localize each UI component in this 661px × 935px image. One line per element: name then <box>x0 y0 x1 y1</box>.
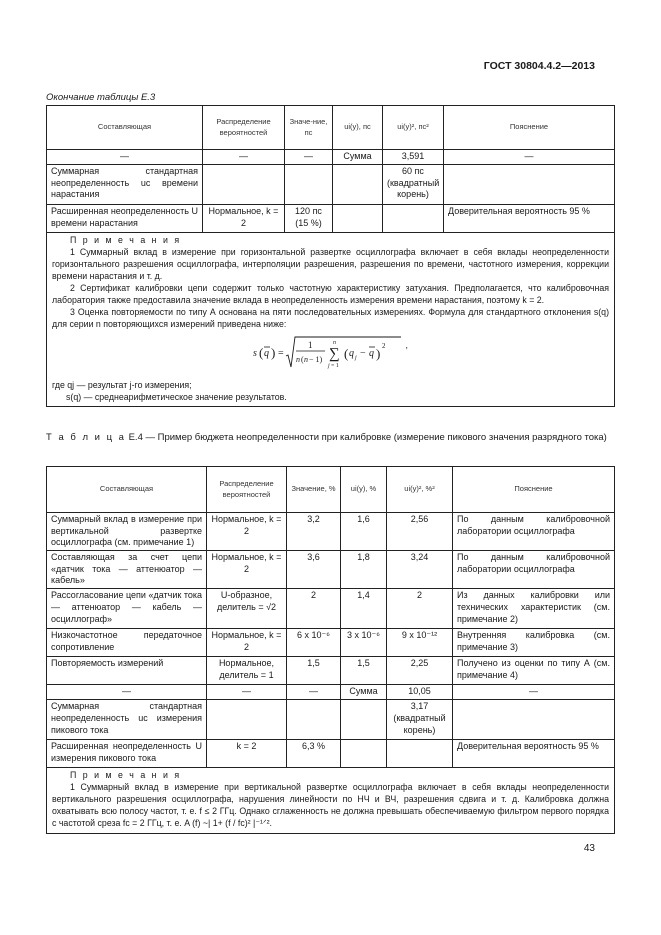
table-row: Суммарный вклад в измерение при вертикальной развертке осциллографа (см. примечание 1) Нормальное, k = 2 3,2 1,6 2,56 По данным калибровочной лаборатории осциллографа <box>47 513 615 551</box>
col-ui: ui(y), % <box>341 467 387 513</box>
svg-text:(: ( <box>344 345 349 361</box>
table-e4 <box>46 466 615 834</box>
note-2: 2 Сертификат калибровки цепи содержит только частотную характеристику затухания. Предполагается, что калибровочная лаборатория также предоставила значение вклада в неопределенность измерения времени нарастания, поэтому k = 2. <box>52 282 609 305</box>
svg-text:n: n <box>296 354 301 364</box>
col-distribution: Распределение вероятностей <box>203 106 285 150</box>
svg-text:−: − <box>360 347 366 359</box>
svg-text:n: n <box>304 354 309 364</box>
note-3: 3 Оценка повторяемости по типу А основана на пяти последовательных измерениях. Формула для стандартного отклонения s(q) для серии n повторяющихся измерений приведена ниже: <box>52 306 609 329</box>
col-component: Составляющая <box>47 467 207 513</box>
svg-text:=: = <box>278 347 284 359</box>
notes-title: П р и м е ч а н и я <box>70 235 182 245</box>
note-1: 1 Суммарный вклад в измерение при горизонтальной развертке осциллографа включает в себя вклады неопределенности горизонтального разрешения осциллографа, интерполяции разрешения, разрешения по времени, частотного измерения, коррекции времени нарастания и т. д. <box>52 246 609 281</box>
col-value: Значе-ние, пс <box>285 106 333 150</box>
page-number: 43 <box>583 843 595 854</box>
svg-text:= 1: = 1 <box>331 362 339 369</box>
col-ui2: ui(y)², пс² <box>383 106 444 150</box>
svg-text:q: q <box>349 347 355 359</box>
svg-text:(: ( <box>259 344 264 360</box>
table2-caption-text: Е.4 — Пример бюджета неопределенности при калибровке (измерение пикового значения разрядного тока) <box>128 432 607 443</box>
table-row: — — — Сумма 10,05 — <box>47 685 615 700</box>
svg-text:∑: ∑ <box>329 345 340 362</box>
table-row: Рассогласование цепи «датчик тока — аттенюатор — кабель — осциллограф» U-образное, делитель = √2 2 1,4 2 Из данных калибровки или технических характеристик (см. примечание 2) <box>47 589 615 629</box>
table-row: Суммарная стандартная неопределенность uc времени нарастания 60 пс (квадратный корень) <box>47 165 615 205</box>
col-distribution: Распределение вероятностей <box>207 467 287 513</box>
col-explanation: Пояснение <box>444 106 615 150</box>
col-explanation: Пояснение <box>453 467 615 513</box>
where-sq: s(q) — среднеарифметическое значение результатов. <box>66 391 287 402</box>
table-row: Повторяемость измерений Нормальное, делитель = 1 1,5 1,5 2,25 Получено из оценки по типу А (см. примечание 4) <box>47 657 615 685</box>
svg-text:− 1): − 1) <box>309 354 323 364</box>
std-dev-formula: s ( q ) = 1 n ( n − 1) n ∑ j = 1 ( q j − q ) 2 , <box>52 334 609 376</box>
table-row: Низкочастотное передаточное сопротивление Нормальное, k = 2 6 x 10⁻⁶ 3 x 10⁻⁶ 9 x 10⁻¹² Внутренняя калибровка (см. примечание 3) <box>47 629 615 657</box>
table2-caption <box>46 432 614 445</box>
svg-text:s: s <box>253 347 257 359</box>
table-row: — — — Сумма 3,591 — <box>47 150 615 165</box>
col-ui2: ui(y)², %² <box>387 467 453 513</box>
formula-graphic <box>253 334 403 372</box>
table-row: Расширенная неопределенность U времени нарастания Нормальное, k = 2 120 пс (15 %) Доверительная вероятность 95 % <box>47 205 615 233</box>
svg-text:2: 2 <box>382 341 386 350</box>
col-ui: ui(y), пс <box>333 106 383 150</box>
table1-notes <box>47 233 615 407</box>
svg-text:(: ( <box>301 354 304 364</box>
note-1: 1 Суммарный вклад в измерение при вертикальной развертке осциллографа включает в себя вклады неопределенности вертикального разрешения осциллографа, нарушения линейности по НЧ и ВЧ, разрешения сдвига и т. д. Калибровка должна охватывать всю полосу частот, т. е. f ≤ 2 ГГц. Однако сглаженность не должна превышать обеспечиваемую фильтром первого порядка с частотой среза fc = 2 ГГц, т. е. A (f) ~| 1+ (f / fc)² |⁻¹ᐟ². <box>52 782 609 828</box>
svg-text:): ) <box>271 344 276 360</box>
col-value: Значение, % <box>287 467 341 513</box>
svg-text:j: j <box>328 362 330 369</box>
svg-text:q: q <box>369 347 375 359</box>
table-e3-end <box>46 105 615 407</box>
standard-header: ГОСТ 30804.4.2—2013 <box>483 60 595 72</box>
table-row: Составляющая за счет цепи «датчик тока — аттенюатор — кабель» Нормальное, k = 2 3,6 1,8 3,24 По данным калибровочной лаборатории осциллографа <box>47 551 615 589</box>
svg-text:q: q <box>264 347 270 359</box>
svg-text:n: n <box>333 339 337 346</box>
svg-text:j: j <box>355 354 357 361</box>
where-qj: где qj — результат j-го измерения; <box>52 379 192 390</box>
table2-notes <box>47 768 615 834</box>
table-row: Суммарная стандартная неопределенность uc измерения пикового тока 3,17 (квадратный корень) <box>47 700 615 740</box>
table-row: Расширенная неопределенность U измерения пикового тока k = 2 6,3 % Доверительная вероятность 95 % <box>47 740 615 768</box>
notes-title: П р и м е ч а н и я <box>70 770 182 781</box>
table1-caption: Окончание таблицы Е.3 <box>46 92 156 103</box>
svg-text:): ) <box>376 345 381 361</box>
svg-text:1: 1 <box>308 339 313 350</box>
table2-caption-prefix: Т а б л и ц а <box>46 432 126 443</box>
col-component: Составляющая <box>47 106 203 150</box>
